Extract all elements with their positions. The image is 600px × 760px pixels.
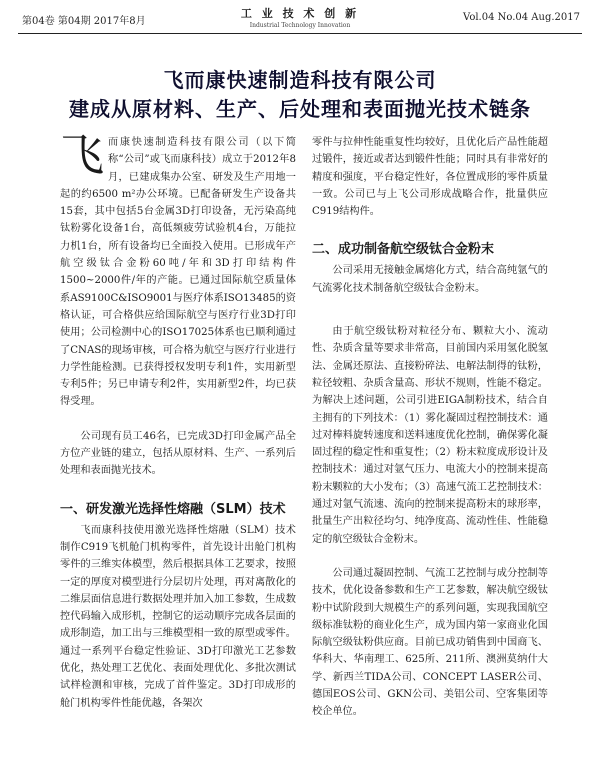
journal-issue-en: Vol.04 No.04 Aug.2017 bbox=[463, 12, 580, 23]
journal-name-en: Industrial Technology Innovation bbox=[249, 22, 351, 29]
paragraph-spacer bbox=[312, 297, 548, 323]
right-column bbox=[312, 134, 548, 721]
section2-paragraph1: 公司采用无接触金属熔化方式，结合高纯氩气的气流雾化技术制备航空级钛合金粉末。 bbox=[312, 265, 548, 294]
journal-name-cn: 工 业 技 术 创 新 bbox=[240, 7, 360, 20]
section2-paragraph3: 公司通过凝固控制、气流工艺控制与成分控制等技术，优化设备参数和生产工艺参数，解决航空级钛粉中试阶段到大规模生产的系列问题，实现我国航空级标准钛粉的商业化生产，成为国内第一家商业化国际航空级钛粉供应商。目前已成功销售到中国商飞、华科大、华南理工、625所、211所、澳洲莫纳什大学、新西兰TIDA公司、CONCEPT LASER公司、德国EOS公司、GKN公司、美铝公司、空客集团等校企单位。 bbox=[312, 567, 548, 718]
paragraph-spacer bbox=[312, 548, 548, 565]
paragraph-spacer bbox=[312, 220, 548, 237]
section2-heading: 二、成功制备航空级钛合金粉末 bbox=[312, 242, 495, 258]
header-divider bbox=[18, 33, 582, 34]
intro-text: 而康快速制造科技有限公司（以下简称“公司”或飞而康科技）成立于2012年8月，已建成集办公室、研发及生产用地一起的约6500 m²办公环境。已配备研发生产设备共15套，其中包括5台金属3D打印设备，无污染高纯钛粉雾化设备1台，高低频疲劳试验机4台，万能拉力机1台，所有设备均已全面投入使用。已形成年产航空级钛合金粉60吨/年和3D打印结构件1500~2000件/年的产能。已通过国际航空质量体系AS9100C&ISO9001与医疗体系ISO13485的资格认证，可合格供应给国际航空与医疗行业3D打印使用；公司检测中心的ISO17025体系也已顺利通过了CNAS的现场审核，可合格为航空与医疗行业进行力学性能检测。已获得授权发明专利1件，实用新型专利5件；另已申请专利2件，实用新型2件，均已获得受理。 bbox=[60, 137, 296, 408]
section1-paragraph: 飞而康科技使用激光选择性熔融（SLM）技术制作C919飞机舱门机构零件，首先设计出舱门机构零件的三维实体模型，然后根据具体工艺要求，按照一定的厚度对模型进行分层切片处理，再对离散化的二维层面信息进行数据处理并加入加工参数，生成数控代码输入成形机，控制它的运动顺序完成各层面的成形制造，加工出与三维模型相一致的原型或零件。通过一系列平台稳定性验证、3D打印激光工艺参数优化，热处理工艺优化、表面处理优化、多批次测试试样检测和审核，完成了首件鉴定。3D打印成形的舱门机构零件性能优越，各架次 bbox=[60, 524, 296, 709]
running-header bbox=[0, 0, 600, 38]
article-title-line1: 飞而康快速制造科技有限公司 bbox=[163, 68, 437, 92]
staff-paragraph: 公司现有员工46名，已完成3D打印金属产品全方位产业链的建立，包括从原材料、生产、一系列后处理和表面抛光技术。 bbox=[60, 430, 296, 477]
left-column bbox=[60, 130, 296, 712]
article-title-line2: 建成从原材料、生产、后处理和表面抛光技术链条 bbox=[69, 97, 531, 121]
paragraph-spacer bbox=[60, 480, 296, 497]
intro-paragraph bbox=[60, 130, 296, 411]
journal-issue-cn: 第04卷 第04期 2017年8月 bbox=[22, 16, 146, 27]
continuation-paragraph: 零件与拉伸性能重复性均较好，且优化后产品性能超过锻件，接近或者达到锻件性能；同时具有非常好的精度和强度，平台稳定性好，各位置成形的零件质量一致。公司已与上飞公司形成战略合作，批量供应C919结构件。 bbox=[312, 137, 548, 218]
paragraph-spacer bbox=[60, 411, 296, 428]
section2-paragraph2: 由于航空级钛粉对粒径分布、颗粒大小、流动性、杂质含量等要求非常高，目前国内采用氢化脱氢法、金属还原法、直接粉碎法、电解法制得的钛粉，粒径较粗、杂质含量高、形状不规则，性能不稳定。为解决上述问题，公司引进EIGA制粉技术，结合自主拥有的下列技术：（1）雾化凝固过程控制技术：通过对棒料旋转速度和送料速度优化控制，确保雾化凝固过程的稳定性和重复性；（2）粉末粒度成形设计及控制技术：通过对氩气压力、电流大小的控制来提高粉末颗粒的大小发布；（3）高速气流工艺控制技术：通过对氩气流速、流向的控制来提高粉末的球形率，批量生产出粒径均匀、纯净度高、流动性佳、性能稳定的航空级钛合金粉末。 bbox=[312, 326, 548, 545]
section1-heading: 一、研发激光选择性熔融（SLM）技术 bbox=[60, 501, 286, 517]
journal-masthead bbox=[220, 5, 380, 29]
drop-cap: 飞 bbox=[60, 130, 104, 181]
